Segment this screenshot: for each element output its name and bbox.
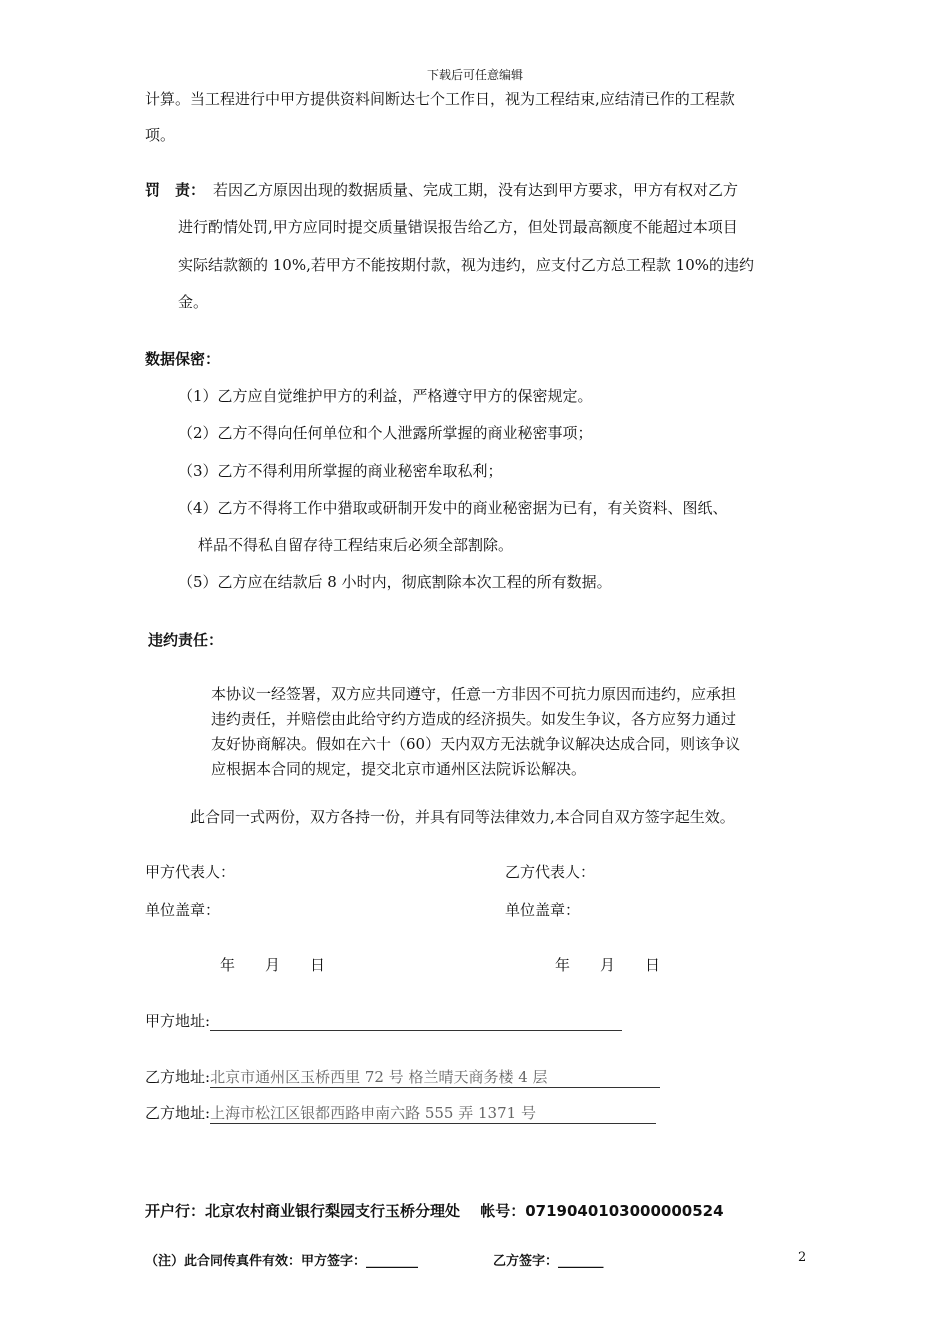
page-header: 下载后可任意编辑 bbox=[426, 68, 523, 82]
effect-clause: 此合同一式两份，双方各持一份，并具有同等法律效力,本合同自双方签字起生效。 bbox=[190, 808, 735, 826]
party-b-seal: 单位盖章： bbox=[505, 901, 581, 919]
party-a-address bbox=[145, 1010, 622, 1031]
breach-line-1: 本协议一经签署，双方应共同遵守，任意一方非因不可抗力原因而违约，应承担 bbox=[211, 685, 737, 703]
party-b-address-2 bbox=[145, 1102, 656, 1124]
party-b-representative: 乙方代表人： bbox=[505, 863, 596, 881]
penalty-label: 罚 责： bbox=[145, 181, 206, 199]
party-a-address-label: 甲方地址: bbox=[145, 1012, 211, 1030]
penalty-line-2: 进行酌情处罚,甲方应同时提交质量错误报告给乙方，但处罚最高额度不能超过本项目 bbox=[178, 218, 738, 236]
party-b-address-1-value: 北京市通州区玉桥西里 72 号 格兰晴天商务楼 4 层 bbox=[210, 1066, 660, 1088]
party-a-date: 年 月 日 bbox=[220, 956, 326, 974]
party-b-address-2-label: 乙方地址: bbox=[145, 1104, 211, 1122]
breach-line-4: 应根据本合同的规定，提交北京市通州区法院诉讼解决。 bbox=[211, 760, 587, 778]
penalty-line-3: 实际结款额的 10%,若甲方不能按期付款，视为违约，应支付乙方总工程款 10%的违约 bbox=[178, 256, 754, 274]
intro-line-2: 项。 bbox=[145, 126, 176, 144]
penalty-line-4: 金。 bbox=[178, 293, 209, 311]
page-number: 2 bbox=[798, 1250, 807, 1265]
party-b-address-1 bbox=[145, 1066, 660, 1088]
intro-line-1: 计算。当工程进行中甲方提供资料间断达七个工作日，视为工程结束,应结清已作的工程款 bbox=[145, 90, 735, 108]
confidentiality-item-1: （1）乙方应自觉维护甲方的利益，严格遵守甲方的保密规定。 bbox=[178, 387, 593, 405]
confidentiality-item-5: （5）乙方应在结款后 8 小时内，彻底割除本次工程的所有数据。 bbox=[178, 573, 612, 591]
confidentiality-heading: 数据保密： bbox=[145, 350, 221, 368]
bank-account-info: 开户行：北京农村商业银行梨园支行玉桥分理处 帐号：0719040103000000524 bbox=[145, 1202, 724, 1220]
party-b-address-1-label: 乙方地址: bbox=[145, 1068, 211, 1086]
party-a-representative: 甲方代表人： bbox=[145, 863, 236, 881]
party-b-date: 年 月 日 bbox=[555, 956, 661, 974]
breach-heading: 违约责任： bbox=[148, 631, 224, 649]
fax-validity-note: （注）此合同传真件有效：甲方签字：________ bbox=[145, 1254, 419, 1269]
party-b-address-2-value: 上海市松江区银都西路申南六路 555 弄 1371 号 bbox=[210, 1102, 656, 1124]
party-b-signature: 乙方签字：_______ bbox=[493, 1254, 604, 1269]
party-a-seal: 单位盖章： bbox=[145, 901, 221, 919]
confidentiality-item-3: （3）乙方不得利用所掌握的商业秘密牟取私利； bbox=[178, 462, 503, 480]
confidentiality-item-4a: （4）乙方不得将工作中猎取或研制开发中的商业秘密据为已有，有关资料、图纸、 bbox=[178, 499, 728, 517]
breach-line-2: 违约责任，并赔偿由此给守约方造成的经济损失。如发生争议，各方应努力通过 bbox=[211, 710, 737, 728]
confidentiality-item-4b: 样品不得私自留存待工程结束后必须全部割除。 bbox=[198, 536, 514, 554]
breach-line-3: 友好协商解决。假如在六十（60）天内双方无法就争议解决达成合同，则该争议 bbox=[211, 735, 741, 753]
penalty-line-1: 若因乙方原因出现的数据质量、完成工期，没有达到甲方要求，甲方有权对乙方 bbox=[213, 181, 739, 199]
confidentiality-item-2: （2）乙方不得向任何单位和个人泄露所掌握的商业秘密事项； bbox=[178, 424, 593, 442]
party-a-address-blank bbox=[210, 1015, 622, 1031]
